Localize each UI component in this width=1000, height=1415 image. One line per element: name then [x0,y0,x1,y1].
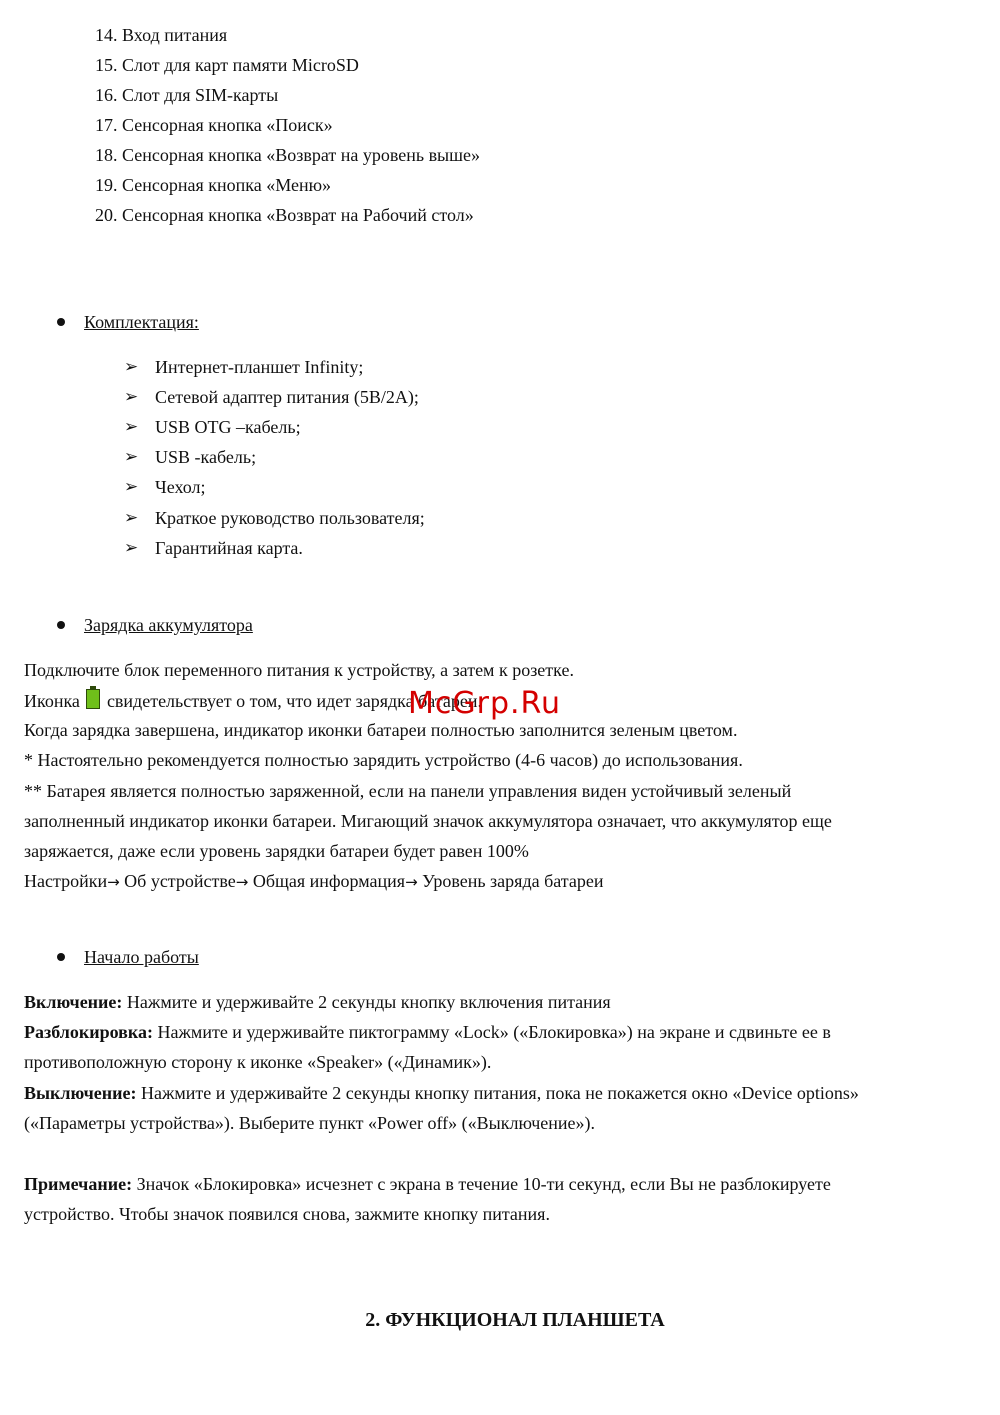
charging-heading: Зарядка аккумулятора [84,615,253,635]
charging-paragraph: * Настоятельно рекомендуется полностью зарядить устройство (4-6 часов) до использования. [24,750,743,770]
bullet-icon [57,953,65,961]
section-heading: 2. ФУНКЦИОНАЛ ПЛАНШЕТА [365,1309,665,1331]
list-item: 20. Сенсорная кнопка «Возврат на Рабочий стол» [95,205,474,225]
list-item: 18. Сенсорная кнопка «Возврат на уровень выше» [95,145,481,165]
battery-charging-icon [86,689,100,709]
charging-paragraph: Когда зарядка завершена, индикатор иконки батареи полностью заполнится зеленым цветом. [24,720,738,740]
charging-paragraph: Подключите блок переменного питания к устройству, а затем к розетке. [24,660,574,680]
arrowhead-bullet-icon: ➢ [124,538,139,558]
bullet-icon [57,621,65,629]
list-item: USB OTG –кабель; [155,417,301,437]
note-paragraph: Примечание: Значок «Блокировка» исчезнет с экрана в течение 10-ти секунд, если Вы не разблокируете [24,1174,831,1194]
power-on-paragraph: Включение: Нажмите и удерживайте 2 секунды кнопку включения питания [24,992,611,1012]
right-arrow-icon: → [235,873,249,891]
list-item: 15. Слот для карт памяти MicroSD [95,55,359,75]
watermark: McGrp.Ru [408,686,562,721]
right-arrow-icon: → [405,873,418,891]
charging-paragraph: ** Батарея является полностью заряженной, если на панели управления виден устойчивый зеленый [24,781,792,801]
bullet-icon [57,318,65,326]
charging-paragraph: заполненный индикатор иконки батареи. Мигающий значок аккумулятора означает, что аккумулятор еще [24,811,832,831]
list-item: Сетевой адаптер питания (5В/2А); [155,387,419,407]
start-heading: Начало работы [84,947,199,967]
arrowhead-bullet-icon: ➢ [124,508,139,528]
right-arrow-icon: → [107,873,120,891]
arrowhead-bullet-icon: ➢ [124,357,139,377]
list-item: Гарантийная карта. [155,538,303,558]
power-off-paragraph-cont: («Параметры устройства»). Выберите пункт «Power off» («Выключение»). [24,1113,596,1133]
list-item: Чехол; [155,477,206,497]
note-paragraph-cont: устройство. Чтобы значок появился снова, зажмите кнопку питания. [24,1204,550,1224]
settings-path: Настройки→ Об устройстве→ Общая информация→ Уровень заряда батареи [24,871,604,891]
charging-icon-line: Иконка свидетельствует о том, что идет зарядка батареи. [24,691,482,711]
charging-paragraph: заряжается, даже если уровень зарядки батареи будет равен 100% [24,841,529,861]
list-item: 17. Сенсорная кнопка «Поиск» [95,115,333,135]
arrowhead-bullet-icon: ➢ [124,447,139,467]
list-item: 14. Вход питания [95,25,228,45]
arrowhead-bullet-icon: ➢ [124,387,139,407]
package-heading: Комплектация: [84,312,199,332]
list-item: 19. Сенсорная кнопка «Меню» [95,175,332,195]
list-item: 16. Слот для SIM-карты [95,85,279,105]
unlock-paragraph: Разблокировка: Нажмите и удерживайте пиктограмму «Lock» («Блокировка») на экране и сдвиньте ее в [24,1022,831,1042]
power-off-paragraph: Выключение: Нажмите и удерживайте 2 секунды кнопку питания, пока не покажется окно «Device options» [24,1083,859,1103]
list-item: USB -кабель; [155,447,257,467]
arrowhead-bullet-icon: ➢ [124,417,139,437]
unlock-paragraph-cont: противоположную сторону к иконке «Speaker» («Динамик»). [24,1052,492,1072]
arrowhead-bullet-icon: ➢ [124,477,139,497]
list-item: Краткое руководство пользователя; [155,508,425,528]
list-item: Интернет-планшет Infinity; [155,357,364,377]
